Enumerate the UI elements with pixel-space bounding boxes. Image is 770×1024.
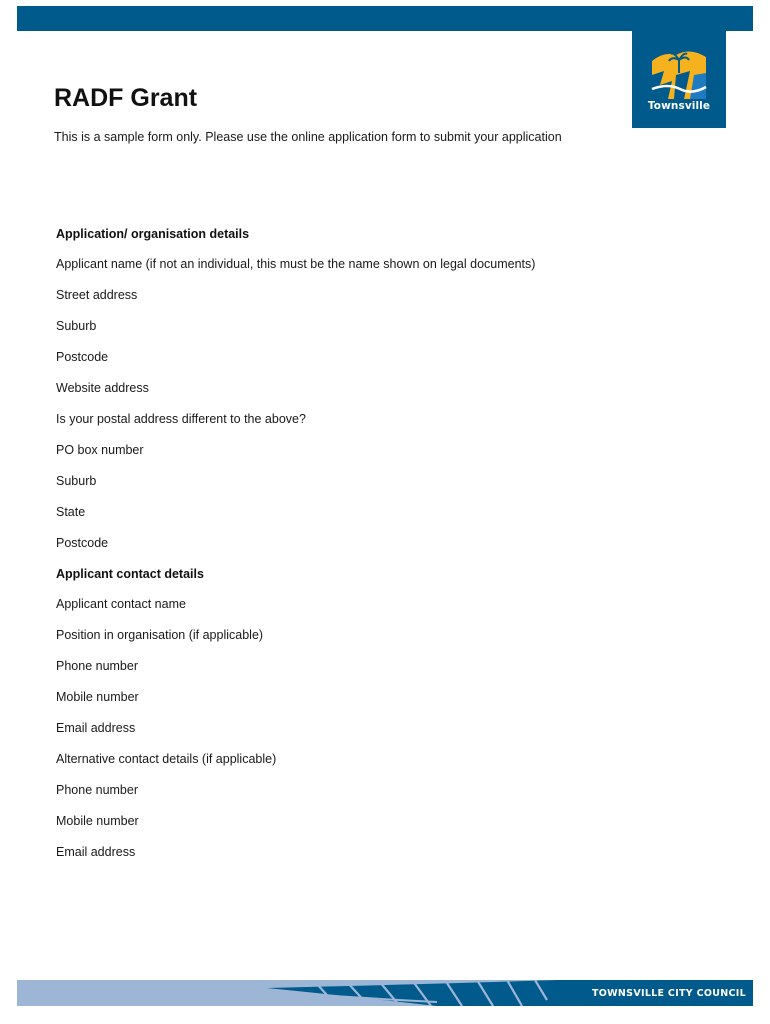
field-label: Mobile number (56, 814, 139, 828)
field-label: Position in organisation (if applicable) (56, 628, 264, 642)
field-label: Is your postal address different to the above? (56, 412, 306, 426)
form-field-list (56, 226, 535, 875)
field-label: PO box number (56, 443, 144, 457)
section-heading: Applicant contact details (56, 567, 204, 581)
field-label: Suburb (56, 319, 97, 333)
field-label: Applicant name (if not an individual, this must be the name shown on legal documents) (56, 257, 536, 271)
page-title: RADF Grant (54, 84, 198, 112)
field-label: Website address (56, 381, 149, 395)
page-subtitle: This is a sample form only. Please use the online application form to submit your application (54, 130, 562, 144)
field-label: Applicant contact name (56, 597, 186, 611)
field-label: Email address (56, 721, 136, 735)
section-heading: Application/ organisation details (56, 227, 250, 241)
logo-block (632, 31, 726, 128)
field-label: Email address (56, 845, 136, 859)
field-label: Alternative contact details (if applicable) (56, 752, 277, 766)
logo-wordmark: Townsville (647, 100, 711, 112)
field-label: Street address (56, 288, 138, 302)
field-label: State (56, 505, 86, 519)
field-label: Suburb (56, 474, 97, 488)
field-label: Postcode (56, 536, 109, 550)
header-bar (17, 6, 753, 31)
footer-band (17, 980, 753, 1006)
field-label: Phone number (56, 783, 139, 797)
field-label: Postcode (56, 350, 109, 364)
townsville-city-logo-icon (650, 45, 708, 101)
footer-council-name: TOWNSVILLE CITY COUNCIL (592, 988, 746, 999)
field-label: Mobile number (56, 690, 139, 704)
field-label: Phone number (56, 659, 139, 673)
